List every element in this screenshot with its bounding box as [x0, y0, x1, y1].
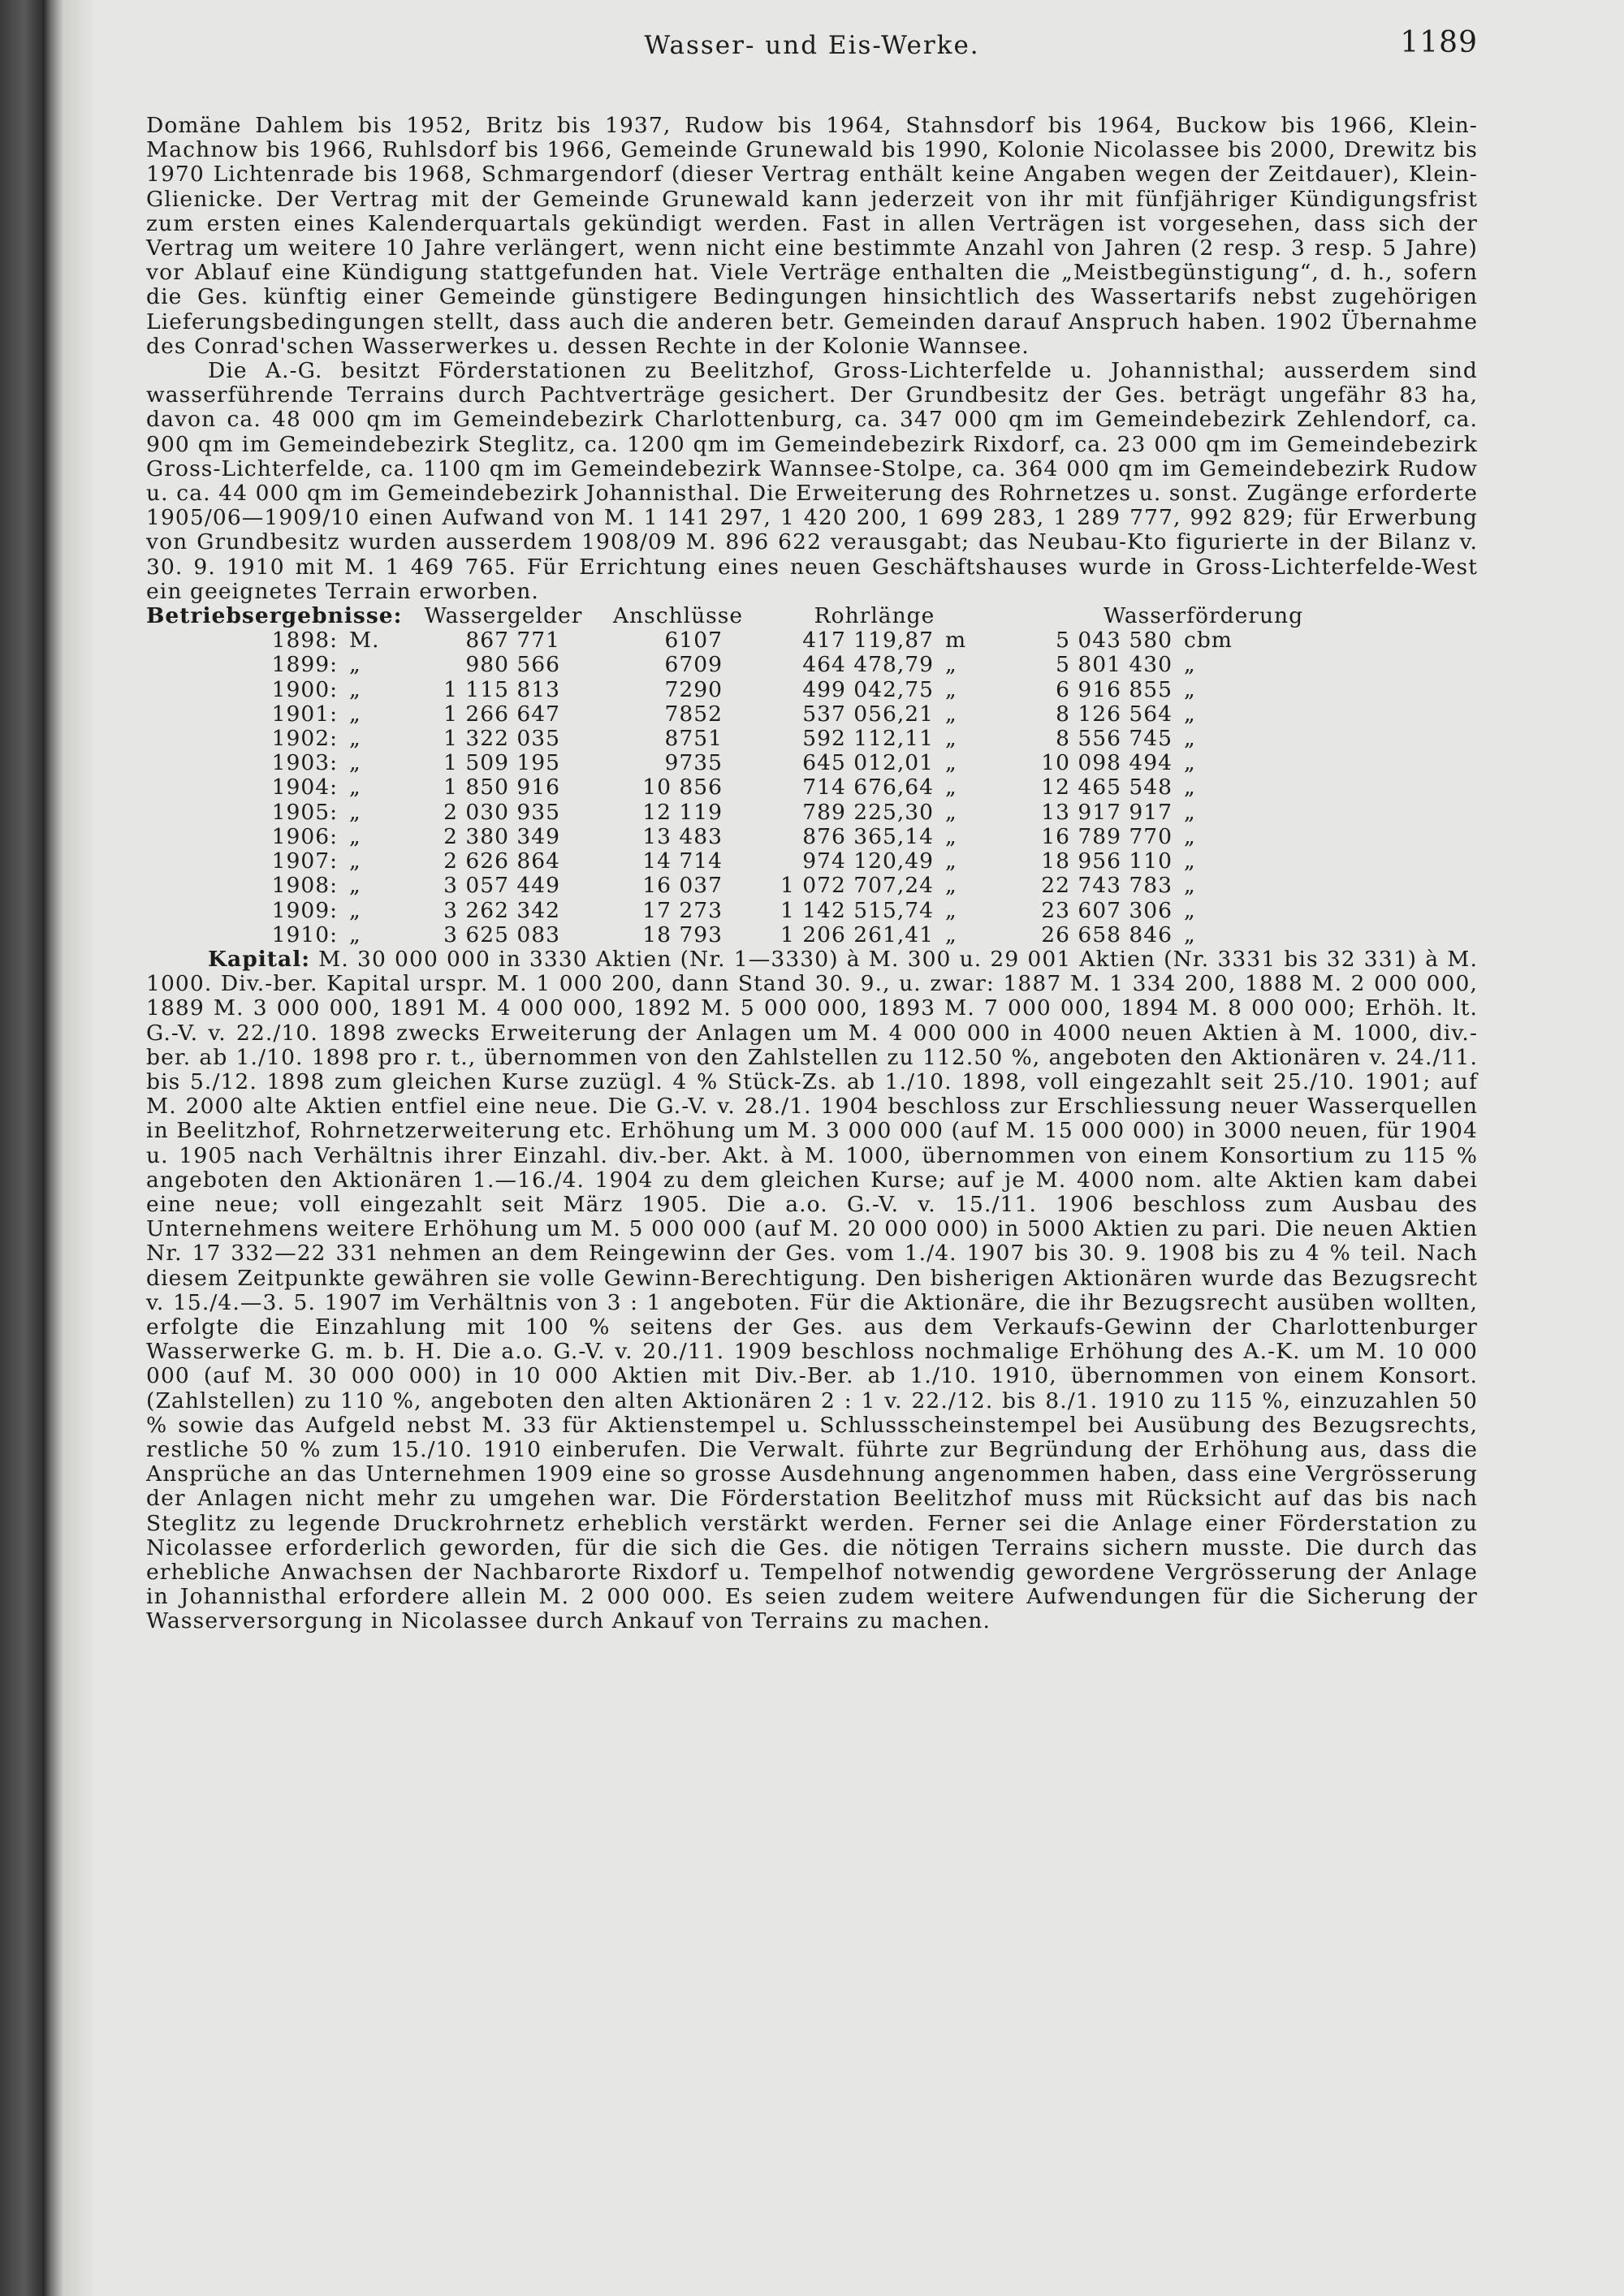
table-cell-rl: 974 120,49: [802, 848, 934, 874]
table-cell-an: 13 483: [642, 823, 723, 849]
table-cell-m: „: [349, 823, 361, 849]
table-cell-wg: 2 380 349: [443, 823, 560, 849]
table-cell-ru: „: [945, 652, 957, 678]
table-cell-wg: 1 266 647: [443, 701, 560, 727]
table-cell-wg: 1 115 813: [443, 676, 560, 702]
table-cell-ru: „: [945, 750, 957, 776]
table-cell-rl: 537 056,21: [802, 701, 934, 727]
table-cell-wf: 26 658 846: [1041, 921, 1173, 947]
table-cell-wf: 23 607 306: [1041, 897, 1173, 923]
table-cell-rl: 876 365,14: [802, 823, 934, 849]
table-cell-an: 14 714: [642, 848, 723, 874]
table-cell-wf: 8 556 745: [1056, 726, 1173, 752]
table-cell-wf: 13 917 917: [1041, 799, 1173, 825]
table-cell-an: 9735: [664, 750, 723, 776]
table-cell-year: 1910:: [271, 921, 338, 947]
page-number: 1189: [1400, 26, 1478, 59]
table-cell-an: 16 037: [642, 873, 723, 899]
table-cell-ru: „: [945, 848, 957, 874]
table-cell-ru: „: [945, 799, 957, 825]
table-cell-rl: 417 119,87: [802, 628, 934, 654]
col-header-anschluesse: Anschlüsse: [612, 603, 744, 629]
table-cell-m: M.: [349, 628, 380, 654]
table-cell-m: „: [349, 799, 361, 825]
table-cell-wg: 3 625 083: [443, 921, 560, 947]
col-header-rohrlaenge: Rohrlänge: [814, 603, 935, 629]
capital-label: Kapital:: [208, 946, 311, 972]
capital-text: M. 30 000 000 in 3330 Aktien (Nr. 1—3330) à M. 300 u. 29 001 Aktien (Nr. 3331 bis 32 331) à M. 1000. Div.-ber. Kapital urspr. M. 1 000 200, dann Stand 30. 9., u. zwar: 1887 M. 1 334 200, 1888 M. 2 000 000, 1889 M. 3 000 000, 1891 M. 4 000 000, 1892 M. 5 000 000, 1893 M. 7 000 000, 1894 M. 8 000 000; Erhöh. lt. G.-V. v. 22./10. 1898 zwecks Erweiterung der Anlagen um M. 4 000 000 in 4000 neuen Aktien à M. 1000, div.-ber. ab 1./10. 1898 pro r. t., übernommen von den Zahlstellen zu 112.50 %, angeboten den Aktionären v. 24./11. bis 5./12. 1898 zum gleichen Kurse zuzügl. 4 % Stück-Zs. ab 1./10. 1898, voll eingezahlt seit 25./10. 1901; auf M. 2000 alte Aktien entfiel eine neue. Die G.-V. v. 28./1. 1904 beschloss zur Erschliessung neuer Wasserquellen in Beelitzhof, Rohrnetzerweiterung etc. Erhöhung um M. 3 000 000 (auf M. 15 000 000) in 3000 neuen, für 1904 u. 1905 nach Verhältnis ihrer Einzahl. div.-ber. Akt. à M. 1000, übernommen von einem Konsortium zu 115 % angeboten den Aktionären 1.—16./4. 1904 zu dem gleichen Kurse; auf je M. 4000 nom. alte Aktien kam dabei eine neue; voll eingezahlt seit März 1905. Die a.o. G.-V. v. 15./11. 1906 beschloss zum Ausbau des Unternehmens weitere Erhöhung um M. 5 000 000 (auf M. 20 000 000) in 5000 Aktien zu pari. Die neuen Aktien Nr. 17 332—22 331 nehmen an dem Reingewinn der Ges. vom 1./4. 1907 bis 30. 9. 1908 bis zu 4 % teil. Nach diesem Zeitpunkte gewähren sie volle Gewinn-Berechtigung. Den bisherigen Aktionären wurde das Bezugsrecht v. 15./4.—3. 5. 1907 im Verhältnis von 3 : 1 angeboten. Für die Aktionäre, die ihr Bezugsrecht ausüben wollten, erfolgte die Einzahlung mit 100 % seitens der Ges. aus dem Verkaufs-Gewinn der Charlottenburger Wasserwerke G. m. b. H. Die a.o. G.-V. v. 20./11. 1909 beschloss nochmalige Erhöhung des A.-K. um M. 10 000 000 (auf M. 30 000 000) in 10 000 Aktien mit Div.-Ber. ab 1./10. 1910, übernommen von einem Konsort. (Zahlstellen) zu 110 %, angeboten den alten Aktionären 2 : 1 v. 22./12. bis 8./1. 1910 zu 115 %, einzuzahlen 50 % sowie das Aufgeld nebst M. 33 für Aktienstempel u. Schlussscheinstempel bei Ausübung des Bezugsrechts, restliche 50 % zum 15./10. 1910 einberufen. Die Verwalt. führte zur Begründung der Erhöhung aus, dass die Ansprüche an das Unternehmen 1909 eine so grosse Ausdehnung angenommen haben, dass eine Vergrösserung der Anlagen nicht mehr zu umgehen war. Die Förderstation Beelitzhof muss mit Rücksicht auf das bis nach Steglitz zu legende Druckrohrnetz erheblich verstärkt werden. Ferner sei die Anlage einer Förderstation zu Nicolassee erforderlich geworden, für die sich die Ges. die nötigen Terrains sichern musste. Die durch das erhebliche Anwachsen der Nachbarorte Rixdorf u. Tempelhof notwendig gewordene Vergrösserung der Anlage in Johannisthal erfordere allein M. 2 000 000. Es seien zudem weitere Aufwendungen für die Sicherung der Wasserversorgung in Nicolassee durch Ankauf von Terrains zu machen.: [146, 946, 1478, 1634]
table-row: [146, 874, 1413, 898]
table-cell-year: 1900:: [271, 676, 338, 702]
table-cell-an: 18 793: [642, 921, 723, 947]
table-cell-wu: „: [1184, 873, 1196, 899]
table-cell-year: 1908:: [271, 873, 338, 899]
table-cell-wg: 1 322 035: [443, 726, 560, 752]
table-cell-wg: 2 626 864: [443, 848, 560, 874]
table-cell-wg: 980 566: [465, 652, 560, 678]
document-page: [146, 24, 1478, 1634]
table-cell-an: 12 119: [642, 799, 723, 825]
table-cell-m: „: [349, 701, 361, 727]
table-cell-wg: 1 509 195: [443, 750, 560, 776]
table-cell-ru: „: [945, 823, 957, 849]
table-row: [146, 849, 1413, 874]
table-cell-ru: „: [945, 921, 957, 947]
table-cell-wu: „: [1184, 652, 1196, 678]
table-cell-an: 10 856: [642, 775, 723, 801]
table-cell-wf: 5 801 430: [1056, 652, 1173, 678]
table-cell-wf: 12 465 548: [1041, 775, 1173, 801]
table-cell-wg: 3 057 449: [443, 873, 560, 899]
table-row: [146, 825, 1413, 849]
table-cell-wu: cbm: [1184, 628, 1233, 654]
table-cell-year: 1902:: [271, 726, 338, 752]
table-row: [146, 801, 1413, 825]
table-cell-wu: „: [1184, 823, 1196, 849]
table-cell-wu: „: [1184, 676, 1196, 702]
table-cell-rl: 1 072 707,24: [780, 873, 934, 899]
page-header: [146, 24, 1478, 73]
paragraph-capital: [146, 947, 1478, 1634]
table-row: [146, 678, 1413, 702]
table-row: [146, 899, 1413, 923]
table-cell-wu: „: [1184, 750, 1196, 776]
table-row: [146, 727, 1413, 751]
table-cell-wf: 16 789 770: [1041, 823, 1173, 849]
table-cell-ru: „: [945, 701, 957, 727]
table-cell-wf: 22 743 783: [1041, 873, 1173, 899]
col-header-wassergelder: Wassergelder: [424, 603, 583, 629]
table-cell-ru: „: [945, 897, 957, 923]
table-cell-m: „: [349, 676, 361, 702]
table-cell-wg: 2 030 935: [443, 799, 560, 825]
table-cell-year: 1898:: [271, 628, 338, 654]
table-cell-wf: 10 098 494: [1041, 750, 1173, 776]
table-cell-m: „: [349, 921, 361, 947]
table-cell-wg: 1 850 916: [443, 775, 560, 801]
table-cell-wf: 8 126 564: [1056, 701, 1173, 727]
table-cell-year: 1901:: [271, 701, 338, 727]
table-cell-wf: 18 956 110: [1041, 848, 1173, 874]
table-cell-wu: „: [1184, 897, 1196, 923]
table-cell-m: „: [349, 848, 361, 874]
table-cell-wu: „: [1184, 701, 1196, 727]
table-cell-wu: „: [1184, 848, 1196, 874]
table-cell-rl: 645 012,01: [802, 750, 934, 776]
operating-results-label: Betriebsergebnisse:: [146, 603, 403, 629]
table-cell-year: 1903:: [271, 750, 338, 776]
table-cell-wg: 867 771: [465, 628, 560, 654]
table-cell-an: 8751: [664, 726, 723, 752]
col-header-wasserfoerderung: Wasserförderung: [1103, 603, 1304, 629]
table-cell-year: 1906:: [271, 823, 338, 849]
table-cell-ru: m: [945, 628, 967, 654]
table-cell-m: „: [349, 897, 361, 923]
table-cell-rl: 789 225,30: [802, 799, 934, 825]
table-cell-an: 17 273: [642, 897, 723, 923]
table-row: [146, 775, 1413, 800]
table-cell-rl: 714 676,64: [802, 775, 934, 801]
operating-results-table: [146, 604, 1413, 947]
table-cell-m: „: [349, 726, 361, 752]
table-cell-rl: 1 142 515,74: [780, 897, 934, 923]
table-cell-ru: „: [945, 873, 957, 899]
table-cell-an: 7852: [664, 701, 723, 727]
table-cell-an: 6709: [664, 652, 723, 678]
table-cell-year: 1907:: [271, 848, 338, 874]
table-cell-rl: 1 206 261,41: [780, 921, 934, 947]
table-row: [146, 628, 1413, 653]
table-cell-an: 7290: [664, 676, 723, 702]
table-cell-year: 1909:: [271, 897, 338, 923]
table-cell-m: „: [349, 873, 361, 899]
table-row: [146, 923, 1413, 947]
table-cell-year: 1904:: [271, 775, 338, 801]
table-cell-wg: 3 262 342: [443, 897, 560, 923]
table-cell-ru: „: [945, 676, 957, 702]
table-cell-rl: 499 042,75: [802, 676, 934, 702]
table-cell-m: „: [349, 750, 361, 776]
table-cell-wu: „: [1184, 921, 1196, 947]
table-row: [146, 751, 1413, 775]
table-cell-an: 6107: [664, 628, 723, 654]
table-cell-wu: „: [1184, 726, 1196, 752]
table-cell-m: „: [349, 652, 361, 678]
running-head: Wasser- und Eis-Werke.: [644, 31, 980, 60]
table-cell-ru: „: [945, 726, 957, 752]
table-cell-year: 1899:: [271, 652, 338, 678]
table-cell-m: „: [349, 775, 361, 801]
table-cell-wf: 6 916 855: [1056, 676, 1173, 702]
table-cell-rl: 592 112,11: [802, 726, 934, 752]
table-cell-rl: 464 478,79: [802, 652, 934, 678]
table-row: [146, 702, 1413, 727]
table-cell-year: 1905:: [271, 799, 338, 825]
table-cell-ru: „: [945, 775, 957, 801]
table-row: [146, 653, 1413, 677]
table-header-row: [146, 604, 1413, 628]
table-cell-wu: „: [1184, 775, 1196, 801]
paragraph-stations: Die A.-G. besitzt Förderstationen zu Beelitzhof, Gross-Lichterfelde u. Johannisthal; ausserdem sind wasserführende Terrains durch Pachtverträge gesichert. Der Grundbesitz der Ges. beträgt ungefähr 83 ha, davon ca. 48 000 qm im Gemeindebezirk Charlottenburg, ca. 347 000 qm im Gemeindebezirk Zehlendorf, ca. 900 qm im Gemeindebezirk Steglitz, ca. 1200 qm im Gemeindebezirk Rixdorf, ca. 23 000 qm im Gemeindebezirk Gross-Lichterfelde, ca. 1100 qm im Gemeindebezirk Wannsee-Stolpe, ca. 364 000 qm im Gemeindebezirk Rudow u. ca. 44 000 qm im Gemeindebezirk Johannisthal. Die Erweiterung des Rohrnetzes u. sonst. Zugänge erforderte 1905/06—1909/10 einen Aufwand von M. 1 141 297, 1 420 200, 1 699 283, 1 289 777, 992 829; für Erwerbung von Grundbesitz wurden ausserdem 1908/09 M. 896 622 verausgabt; das Neubau-Kto figurierte in der Bilanz v. 30. 9. 1910 mit M. 1 469 765. Für Errichtung eines neuen Geschäftshauses wurde in Gross-Lichterfelde-West ein geeignetes Terrain erworben.: [146, 358, 1478, 604]
table-cell-wf: 5 043 580: [1056, 628, 1173, 654]
paragraph-contracts: Domäne Dahlem bis 1952, Britz bis 1937, Rudow bis 1964, Stahnsdorf bis 1964, Buckow bis 1966, Klein-Machnow bis 1966, Ruhlsdorf bis 1966, Gemeinde Grunewald bis 1990, Kolonie Nicolassee bis 2000, Drewitz bis 1970 Lichtenrade bis 1968, Schmargendorf (dieser Vertrag enthält keine Angaben wegen der Zeitdauer), Klein-Glienicke. Der Vertrag mit der Gemeinde Grunewald kann jederzeit von ihr mit fünfjähriger Kündigungsfrist zum ersten eines Kalenderquartals gekündigt werden. Fast in allen Verträgen ist vorgesehen, dass sich der Vertrag um weitere 10 Jahre verlängert, wenn nicht eine bestimmte Anzahl von Jahren (2 resp. 3 resp. 5 Jahre) vor Ablauf eine Kündigung stattgefunden hat. Viele Verträge enthalten die „Meistbegünstigung“, d. h., sofern die Ges. künftig einer Gemeinde günstigere Bedingungen hinsichtlich des Wassertarifs nebst zugehörigen Lieferungsbedingungen stellt, dass auch die anderen betr. Gemeinden darauf Anspruch haben. 1902 Übernahme des Conrad'schen Wasserwerkes u. dessen Rechte in der Kolonie Wannsee.: [146, 113, 1478, 359]
table-cell-wu: „: [1184, 799, 1196, 825]
book-binding-edge: [0, 0, 96, 2296]
